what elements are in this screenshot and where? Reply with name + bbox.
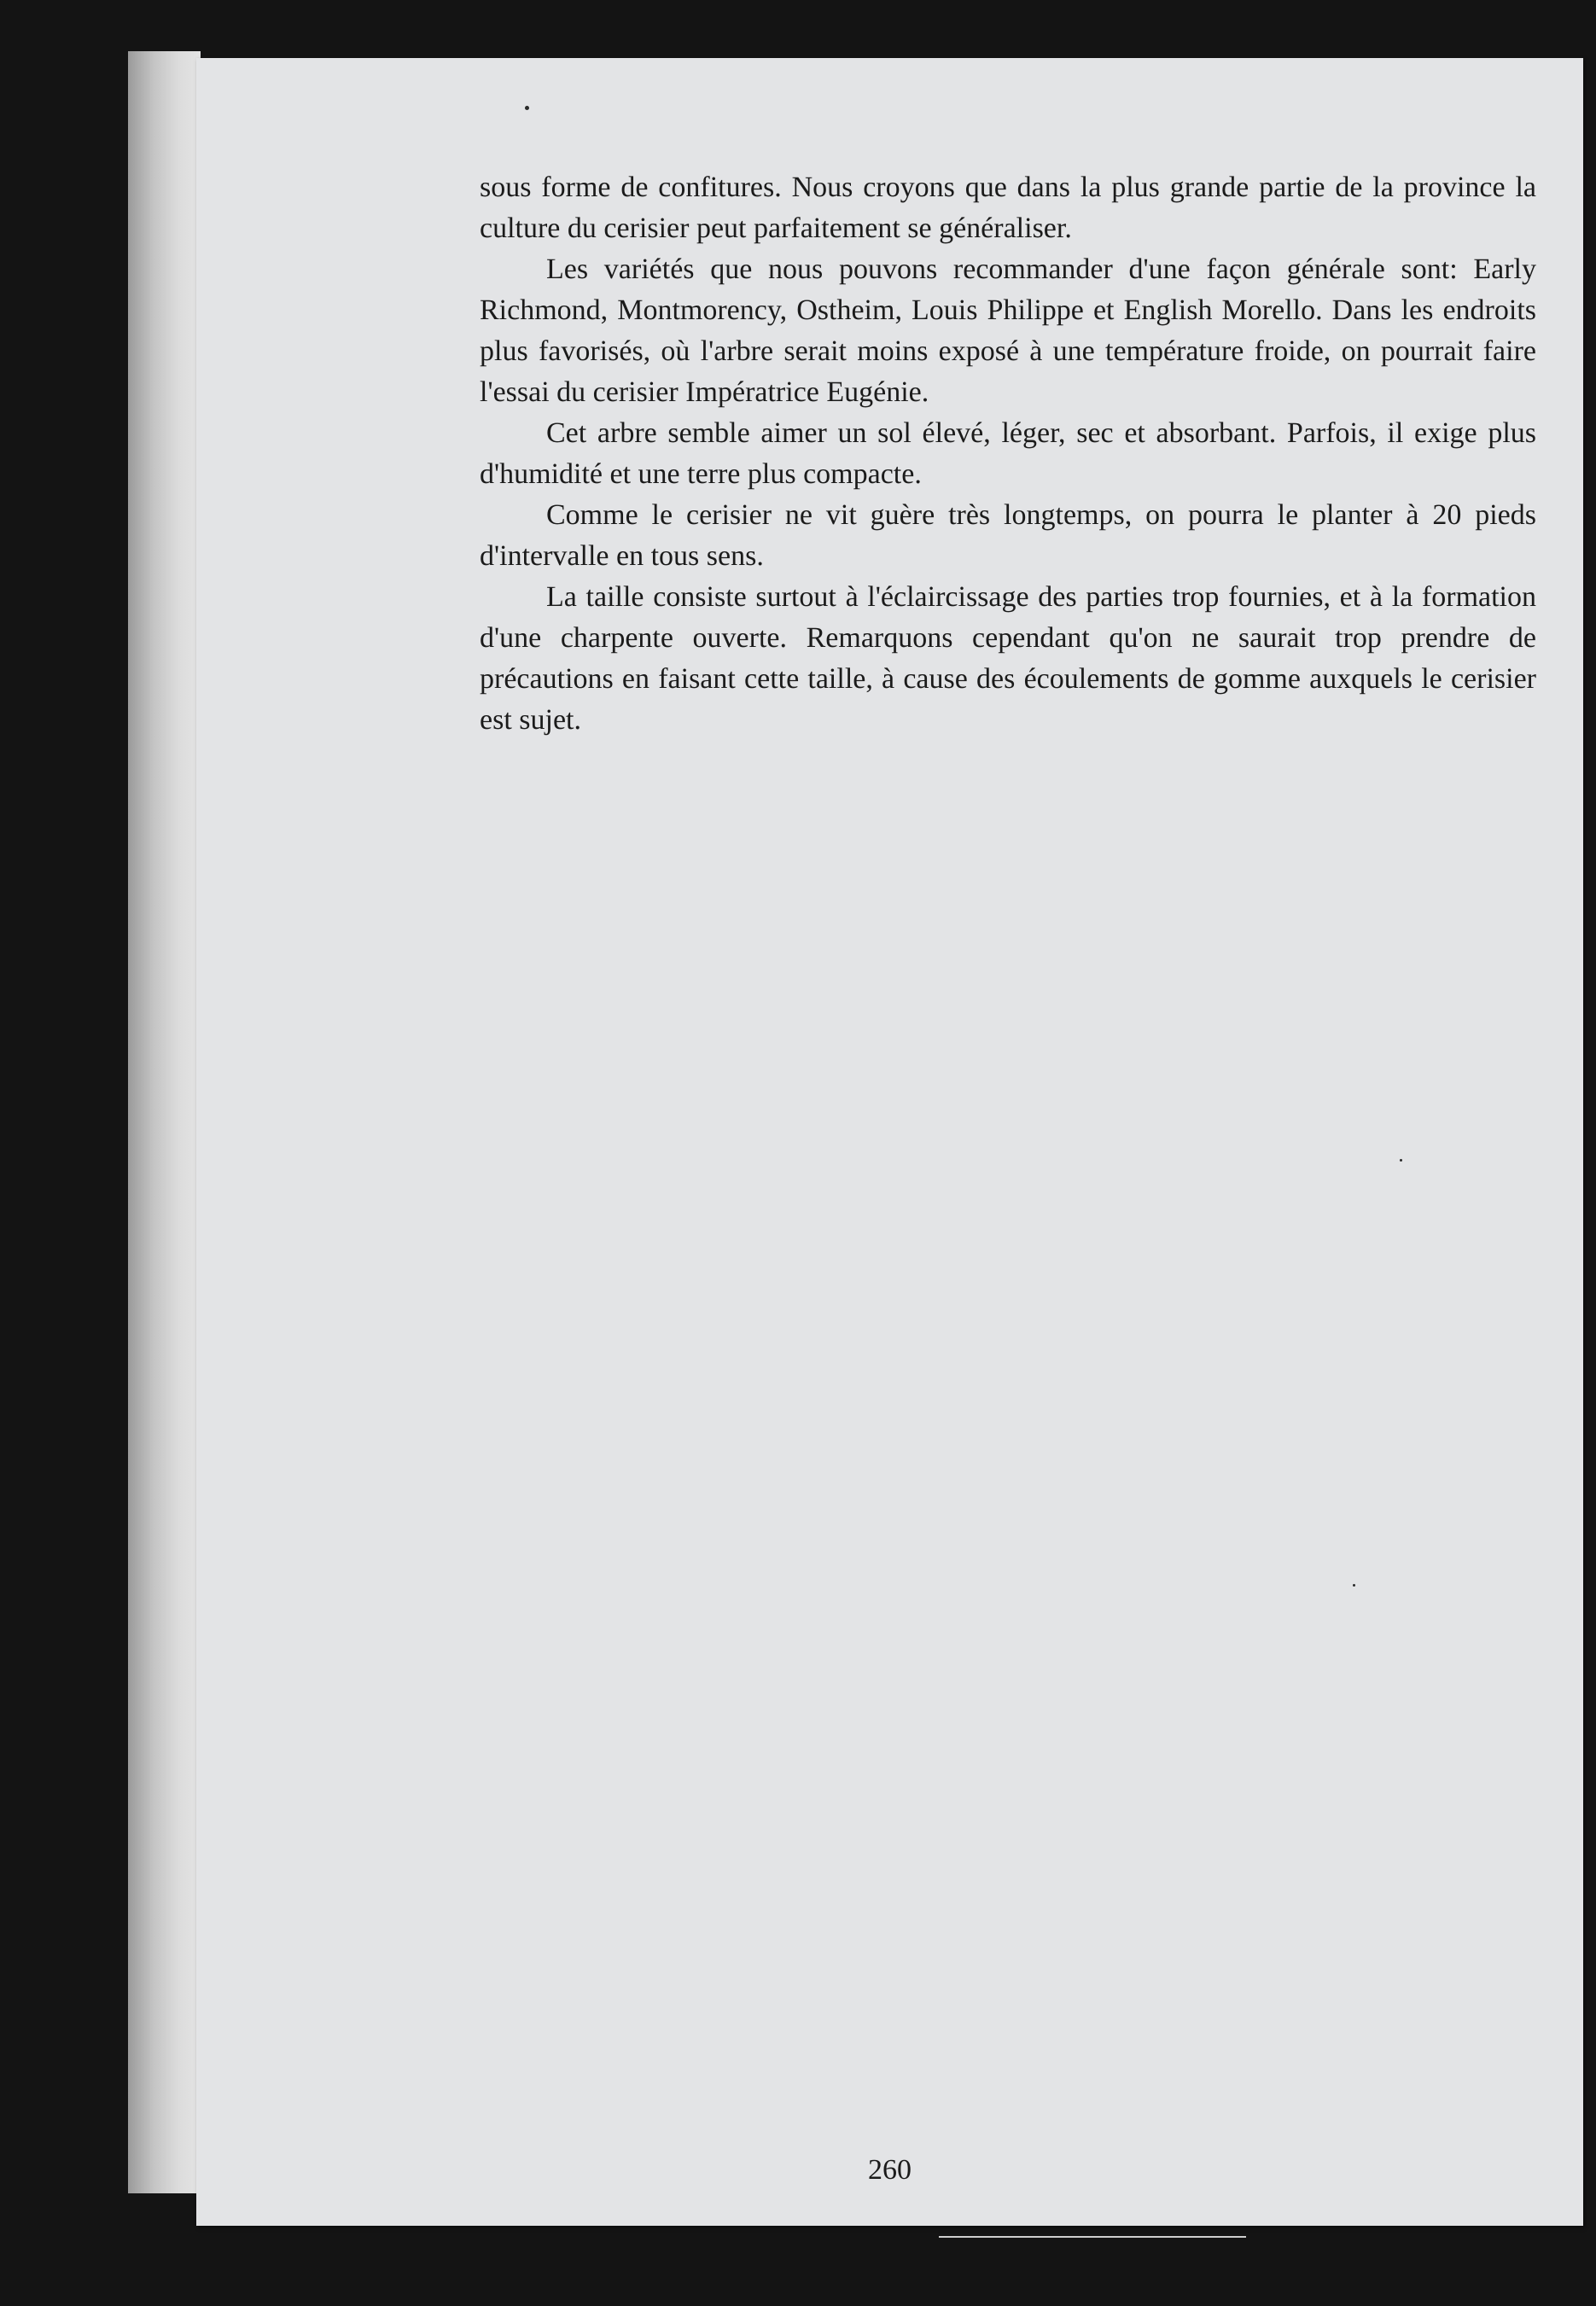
- scan-speck: [525, 106, 529, 110]
- paragraph-pruning: La taille consiste surtout à l'éclaircissage des parties trop fournies, et à la formation d'une charpente ouverte. Remarquons cependant qu'on ne saurait trop prendre de précautions en faisant cette taille, à cause des écoulements de gomme auxquels le cerisier est sujet.: [480, 581, 1536, 736]
- paragraph-planting: Comme le cerisier ne vit guère très longtemps, on pourra le planter à 20 pieds d'intervalle en tous sens.: [480, 499, 1536, 572]
- scan-speck: [1400, 1159, 1402, 1162]
- page-number: 260: [868, 2154, 912, 2186]
- body-text: [480, 167, 1536, 741]
- paragraph-continuation: sous forme de confitures. Nous croyons que dans la plus grande partie de la province la culture du cerisier peut parfaitement se généraliser.: [480, 172, 1536, 244]
- scan-artifact: [939, 2236, 1246, 2238]
- paragraph-varieties: Les variétés que nous pouvons recommander d'une façon générale sont: Early Richmond, Montmorency, Ostheim, Louis Philippe et English Morello. Dans les endroits plus favorisés, où l'arbre serait moins exposé à une température froide, on pourrait faire l'essai du cerisier Impératrice Eugénie.: [480, 253, 1536, 408]
- page-binding-edge: [128, 51, 201, 2193]
- scan-speck: [1353, 1584, 1355, 1587]
- book-page: [196, 58, 1583, 2226]
- paragraph-soil: Cet arbre semble aimer un sol élevé, léger, sec et absorbant. Parfois, il exige plus d'humidité et une terre plus compacte.: [480, 417, 1536, 490]
